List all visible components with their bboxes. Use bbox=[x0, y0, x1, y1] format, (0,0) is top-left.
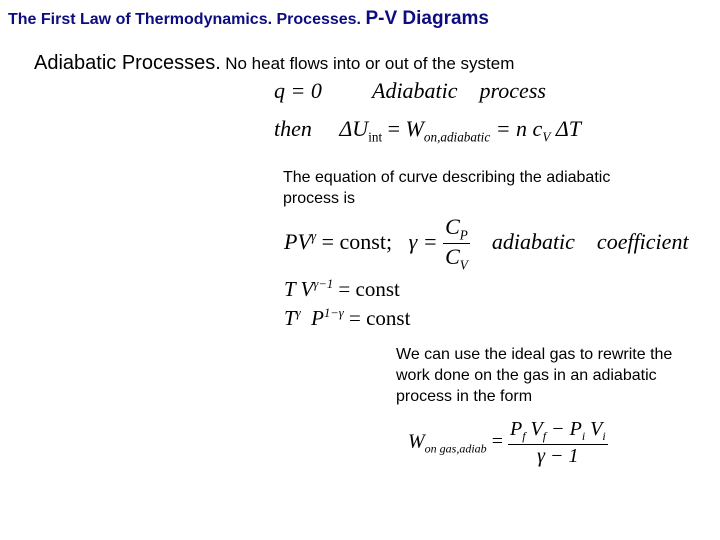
gamma-sup: γ bbox=[310, 228, 317, 244]
equation-pv-gamma bbox=[284, 214, 689, 274]
work-on: W bbox=[405, 116, 424, 141]
work-on-subscript: on,adiabatic bbox=[423, 129, 491, 145]
adiabatic-coefficient-label: adiabatic coefficient bbox=[491, 228, 689, 254]
curve-intro-text: The equation of curve describing the adiabatic process is bbox=[283, 169, 611, 207]
work-denominator: γ − 1 bbox=[537, 445, 579, 467]
cp-sub: P bbox=[459, 227, 468, 243]
eq-const-3: = const bbox=[349, 306, 411, 330]
w-gas-sub: on gas,adiab bbox=[424, 441, 487, 456]
gamma-eq: γ = bbox=[408, 228, 438, 254]
title-main: The First Law of Thermodynamics. Processes. bbox=[8, 11, 361, 28]
title-pv: P-V Diagrams bbox=[365, 8, 489, 29]
cp: C bbox=[445, 214, 460, 239]
heading-description: No heat flows into or out of the system bbox=[225, 54, 515, 73]
delta-u: ΔU bbox=[339, 116, 369, 141]
gamma-minus-one: γ−1 bbox=[313, 277, 334, 291]
pv: PV bbox=[284, 228, 311, 254]
p: P bbox=[311, 306, 324, 330]
equation-energy: then $\Delta U_{int} = W_{on,adiabatic} = n$ $c_V$ ΔT bbox=[274, 116, 582, 145]
work-intro-text: We can use the ideal gas to rewrite the work done on the gas in an adiabatic process in the form bbox=[396, 346, 673, 405]
work-fraction bbox=[508, 418, 608, 468]
eq-const-2: = const bbox=[338, 277, 400, 301]
w-gas: W bbox=[408, 430, 425, 453]
equation-adiabatic-label bbox=[372, 78, 546, 104]
page-title bbox=[8, 8, 489, 30]
tv: T V bbox=[284, 277, 314, 301]
heading-adiabatic: Adiabatic Processes. bbox=[34, 52, 221, 74]
one-minus-gamma: 1−γ bbox=[323, 306, 344, 320]
delta-u-subscript: int bbox=[368, 129, 383, 145]
section-heading bbox=[34, 52, 514, 75]
equation-q-zero bbox=[274, 78, 322, 104]
cp-cv-fraction bbox=[443, 214, 470, 274]
adiabatic-process-label: Adiabatic process bbox=[372, 78, 546, 103]
q-zero: q = 0 bbox=[274, 78, 322, 103]
equation-tv bbox=[284, 277, 400, 302]
t: T bbox=[284, 306, 296, 330]
cv-subscript: V bbox=[542, 129, 551, 145]
cv-sub: V bbox=[459, 257, 468, 273]
equation-tp bbox=[284, 306, 410, 331]
delta-t: ΔT bbox=[555, 116, 582, 141]
n-cv: = n c bbox=[495, 116, 543, 141]
work-numerator: $P_f$ $V_f - P_i$ $V_i$ bbox=[509, 418, 606, 443]
cv: C bbox=[445, 244, 460, 270]
gamma-sup-2: γ bbox=[295, 306, 301, 320]
eq-const: = const; bbox=[321, 228, 393, 254]
then-word: then bbox=[274, 116, 312, 141]
equation-work: $W_{on gas,adiab}$ = $\frac{P_f V_f - P_i V_i}{\gamma - 1}$ bbox=[408, 418, 606, 467]
